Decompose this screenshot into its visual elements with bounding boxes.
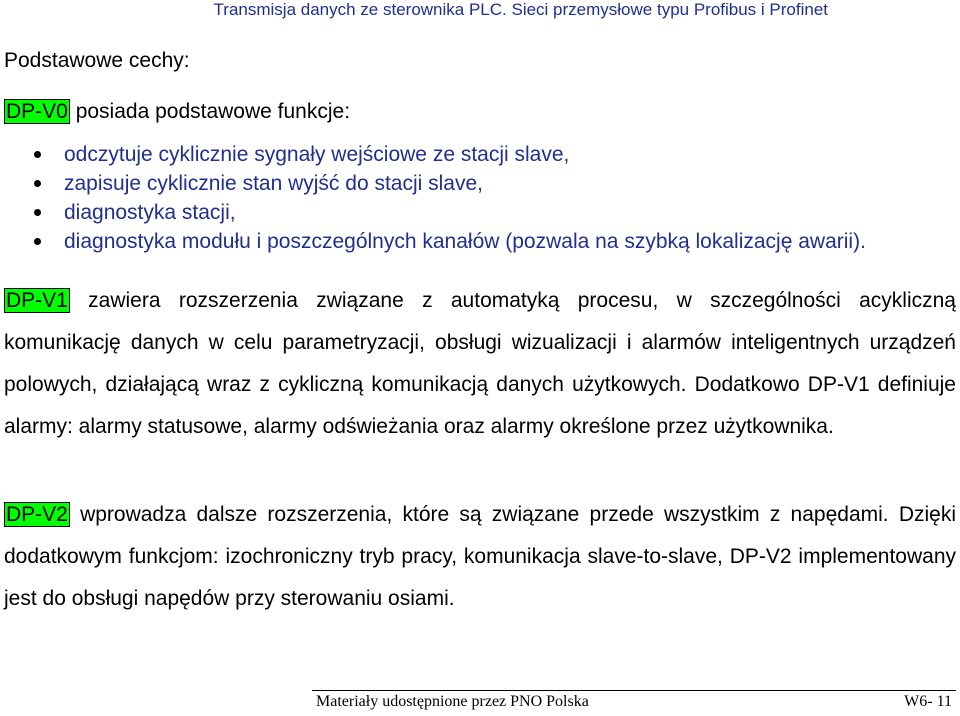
dpv1-paragraph [4,280,956,448]
footer-page-number: W6- 11 [904,693,952,710]
list-item [34,169,956,198]
bullet-icon [34,151,41,158]
bullet-icon [34,238,41,245]
dpv0-feature-list [34,140,956,256]
footer-source: Materiały udostępnione przez PNO Polska [316,693,589,710]
dpv2-text: wprowadza dalsze rozszerzenia, które są związane przede wszystkim z napędami. Dzięki dodatkowym funkcjom: izochroniczny tryb pracy, komunikacja slave-to-slave, DP-V2 implementowany jest do obsługi napędów przy sterowaniu osiami. [4,503,956,610]
dpv1-tag: DP-V1 [6,289,68,312]
list-item [34,227,956,256]
list-item [34,140,956,169]
dpv2-paragraph [4,494,956,620]
page-header-title: Transmisja danych ze sterownika PLC. Sieci przemysłowe typu Profibus i Profinet [213,0,828,19]
bullet-icon [34,209,41,216]
list-item-text: zapisuje cyklicznie stan wyjść do stacji slave, [64,172,483,195]
list-item-text: diagnostyka stacji, [64,201,236,224]
dpv0-tag: DP-V0 [6,100,68,123]
section-heading: Podstawowe cechy: [4,49,190,72]
footer-divider [312,690,956,691]
dpv0-text: posiada podstawowe funkcje: [69,100,351,123]
bullet-icon [34,180,41,187]
dpv2-tag: DP-V2 [6,503,68,526]
list-item-text: odczytuje cyklicznie sygnały wejściowe ze stacji slave, [64,143,570,166]
dpv0-intro [4,97,350,127]
list-item [34,198,956,227]
dpv1-text: zawiera rozszerzenia związane z automatyką procesu, w szczególności acykliczną komunikację danych w celu parametryzacji, obsługi wizualizacji i alarmów inteligentnych urządzeń polowych, działającą wraz z cykliczną komunikacją danych użytkowych. Dodatkowo DP-V1 definiuje alarmy: alarmy statusowe, alarmy odświeżania oraz alarmy określone przez użytkownika. [4,289,956,438]
list-item-text: diagnostyka modułu i poszczególnych kanałów (pozwala na szybką lokalizację awarii). [64,230,866,253]
